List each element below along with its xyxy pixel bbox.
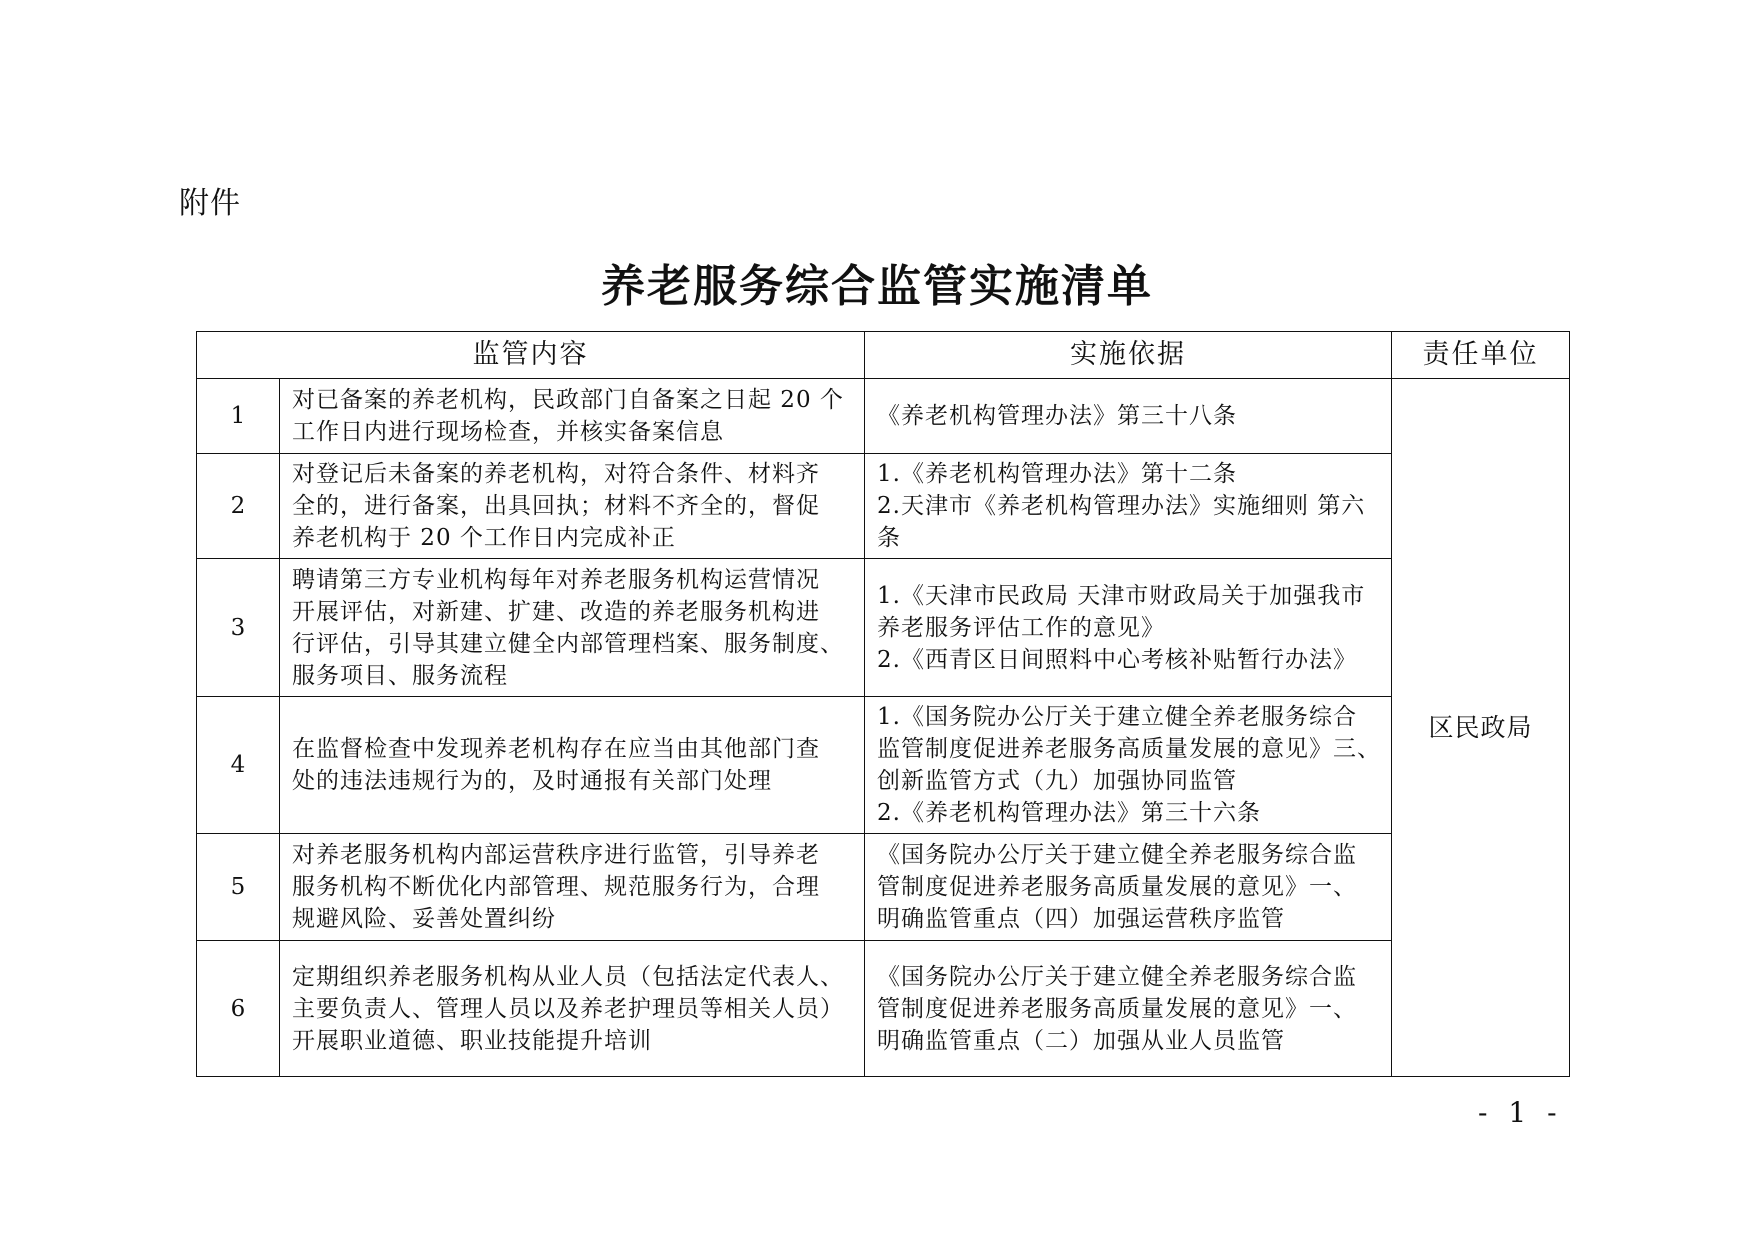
- basis-cell: [865, 697, 1392, 834]
- basis-line: 1.《天津市民政局 天津市财政局关于加强我市: [877, 582, 1366, 609]
- supervision-content-cell: [280, 941, 865, 1077]
- row-number: 5: [197, 834, 280, 941]
- row-number: 3: [197, 559, 280, 697]
- content-line: 对登记后未备案的养老机构，对符合条件、材料齐: [292, 461, 820, 487]
- table-row: [197, 941, 1570, 1077]
- row-number: 2: [197, 454, 280, 559]
- content-line: 在监督检查中发现养老机构存在应当由其他部门查: [292, 736, 820, 762]
- row-number: 6: [197, 941, 280, 1077]
- basis-cell: [865, 941, 1392, 1077]
- basis-line: 明确监管重点（二）加强从业人员监管: [877, 1027, 1285, 1054]
- page-title: 养老服务综合监管实施清单: [601, 261, 1153, 312]
- row-number: 1: [197, 379, 280, 454]
- content-line: 规避风险、妥善处置纠纷: [292, 906, 556, 932]
- row-number: 4: [197, 697, 280, 834]
- supervision-content-cell: [280, 697, 865, 834]
- table-row: [197, 559, 1570, 697]
- supervision-content-cell: [280, 454, 865, 559]
- supervision-content-cell: [280, 379, 865, 454]
- content-line: 养老机构于 20 个工作日内完成补正: [292, 525, 676, 551]
- column-header-content: 监管内容: [197, 332, 865, 379]
- content-line: 定期组织养老服务机构从业人员（包括法定代表人、: [292, 963, 844, 990]
- basis-line: 养老服务评估工作的意见》: [877, 614, 1165, 641]
- attachment-label: 附件: [179, 186, 241, 221]
- content-line: 行评估，引导其建立健全内部管理档案、服务制度、: [292, 630, 844, 657]
- basis-line: 2.《养老机构管理办法》第三十六条: [877, 800, 1261, 826]
- content-line: 工作日内进行现场检查，并核实备案信息: [292, 419, 724, 445]
- basis-line: 2.天津市《养老机构管理办法》实施细则 第六: [877, 493, 1366, 519]
- basis-line: 监管制度促进养老服务高质量发展的意见》三、: [877, 736, 1381, 762]
- basis-line: 《国务院办公厅关于建立健全养老服务综合监: [877, 963, 1357, 990]
- table-row: [197, 454, 1570, 559]
- basis-line: 2.《西青区日间照料中心考核补贴暂行办法》: [877, 646, 1357, 673]
- basis-cell: [865, 379, 1392, 454]
- page-number: - 1 -: [1478, 1096, 1563, 1129]
- column-header-basis: 实施依据: [865, 332, 1392, 379]
- supervision-content-cell: [280, 559, 865, 697]
- basis-line: 条: [877, 525, 901, 551]
- supervision-table: [196, 331, 1570, 1077]
- table-row: [197, 379, 1570, 454]
- basis-line: 《养老机构管理办法》第三十八条: [877, 403, 1237, 429]
- table-header-row: [197, 332, 1570, 379]
- responsible-unit-cell: 区民政局: [1392, 379, 1570, 1077]
- basis-line: 创新监管方式（九）加强协同监管: [877, 768, 1237, 794]
- content-line: 全的，进行备案，出具回执；材料不齐全的，督促: [292, 493, 820, 519]
- basis-line: 管制度促进养老服务高质量发展的意见》一、: [877, 995, 1357, 1022]
- content-line: 聘请第三方专业机构每年对养老服务机构运营情况: [292, 566, 820, 593]
- basis-cell: [865, 559, 1392, 697]
- content-line: 对养老服务机构内部运营秩序进行监管，引导养老: [292, 842, 820, 868]
- table-row: [197, 697, 1570, 834]
- content-line: 服务项目、服务流程: [292, 662, 508, 689]
- basis-cell: [865, 454, 1392, 559]
- basis-cell: [865, 834, 1392, 941]
- basis-line: 1.《国务院办公厅关于建立健全养老服务综合: [877, 704, 1357, 730]
- content-line: 主要负责人、管理人员以及养老护理员等相关人员）: [292, 995, 844, 1022]
- basis-line: 《国务院办公厅关于建立健全养老服务综合监: [877, 842, 1357, 868]
- content-line: 服务机构不断优化内部管理、规范服务行为，合理: [292, 874, 820, 900]
- content-line: 开展职业道德、职业技能提升培训: [292, 1027, 652, 1054]
- content-line: 对已备案的养老机构，民政部门自备案之日起 20 个: [292, 387, 844, 413]
- table-row: [197, 834, 1570, 941]
- basis-line: 管制度促进养老服务高质量发展的意见》一、: [877, 874, 1357, 900]
- basis-line: 明确监管重点（四）加强运营秩序监管: [877, 906, 1285, 932]
- content-line: 开展评估，对新建、扩建、改造的养老服务机构进: [292, 598, 820, 625]
- supervision-content-cell: [280, 834, 865, 941]
- content-line: 处的违法违规行为的，及时通报有关部门处理: [292, 768, 772, 794]
- basis-line: 1.《养老机构管理办法》第十二条: [877, 461, 1237, 487]
- column-header-unit: 责任单位: [1392, 332, 1570, 379]
